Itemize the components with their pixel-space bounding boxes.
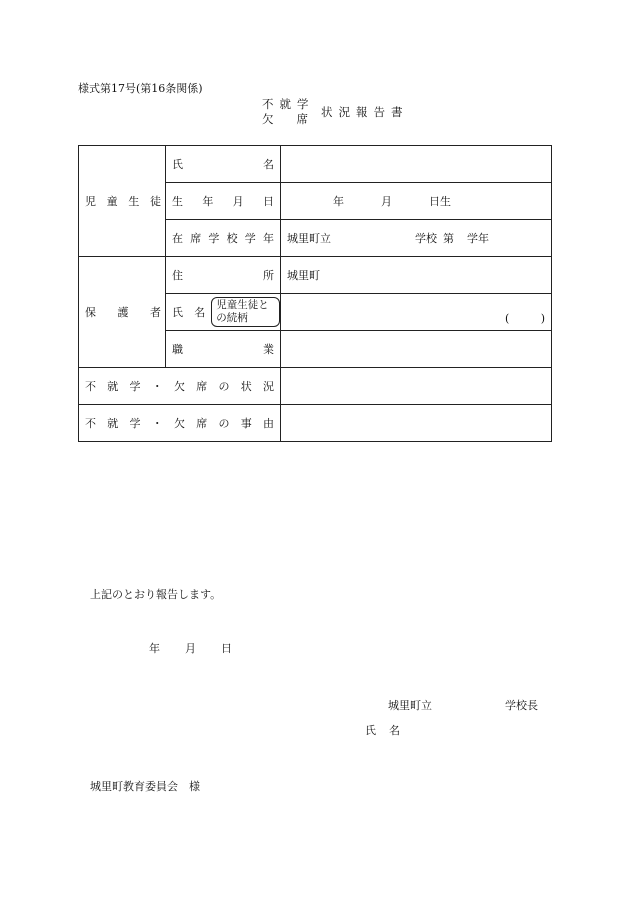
report-statement: 上記のとおり報告します。 [90,588,222,601]
status-field[interactable] [281,368,552,405]
title-stack-top: 不就学 [262,97,315,111]
signature-principal: 学校長 [505,699,538,712]
status-label: 不 就 学 ・ 欠 席 の 状 況 [79,368,281,405]
signature-school-prefix: 城里町立 [388,699,432,712]
report-form-table [78,145,552,442]
student-group-label: 児 童 生 徒 [79,146,166,257]
birthdate-field[interactable]: 年 月 日生 [281,183,552,220]
guardian-name-label: 氏 名 児童生徒との続柄 [166,294,281,331]
guardian-name-field[interactable] [281,294,552,331]
title-stacked [262,97,315,127]
address-field[interactable]: 城里町 [281,257,552,294]
student-name-label: 氏 名 [166,146,281,183]
form-number: 様式第17号(第16条関係) [78,82,203,95]
addressee: 城里町教育委員会 様 [90,780,200,793]
relation-note: 児童生徒との続柄 [211,297,280,327]
signature-name-label: 氏 名 [365,724,400,737]
relation-paren: ( ) [505,312,545,325]
student-name-field[interactable] [281,146,552,183]
school-grade-label: 在 席 学 校 学 年 [166,220,281,257]
occupation-label: 職 業 [166,331,281,368]
guardian-group-label: 保 護 者 [79,257,166,368]
school-grade-field[interactable]: 城里町立 学校 第 学年 [281,220,552,257]
date-line: 年 月 日 [149,642,232,655]
reason-field[interactable] [281,405,552,442]
reason-label: 不 就 学 ・ 欠 席 の 事 由 [79,405,281,442]
title-main: 状況報告書 [321,105,409,119]
title-stack-bottom: 欠 席 [262,112,308,126]
occupation-field[interactable] [281,331,552,368]
birthdate-label: 生 年 月 日 [166,183,281,220]
address-label: 住 所 [166,257,281,294]
